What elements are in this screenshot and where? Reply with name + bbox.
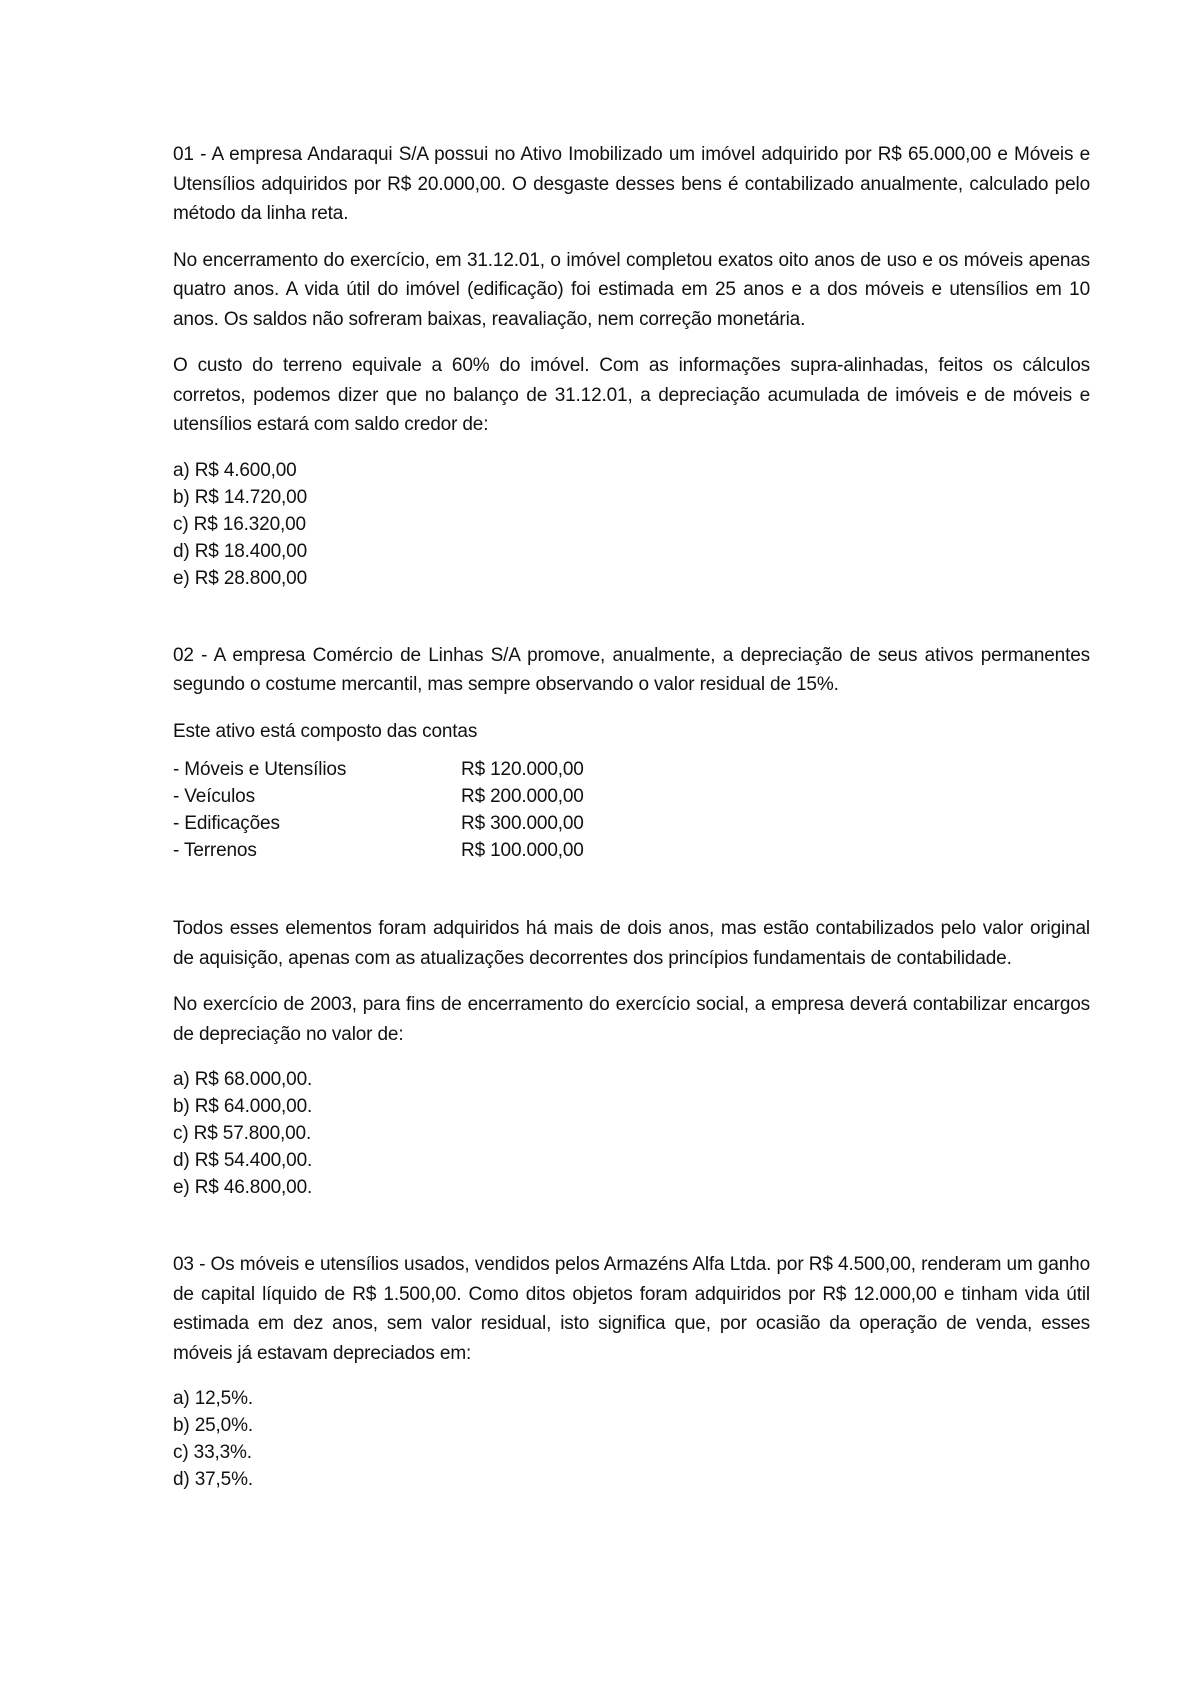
account-row [173, 837, 1090, 864]
option-a: a) 12,5%. [173, 1388, 253, 1409]
option-b: b) 25,0%. [173, 1415, 253, 1436]
option-c: c) R$ 57.800,00. [173, 1123, 312, 1144]
question-02-accounts-intro: Este ativo está composto das contas [173, 720, 478, 742]
question-01-options [173, 457, 1090, 592]
account-value: R$ 200.000,00 [461, 786, 584, 807]
question-02-context: Todos esses elementos foram adquiridos há mais de dois anos, mas estão contabilizados pelo valor original de aquisição, apenas com as atualizações decorrentes dos princípios fundamentais de contabilidade. [173, 918, 1090, 969]
account-row [173, 810, 1090, 837]
option-b: b) R$ 14.720,00 [173, 486, 308, 508]
question-01 [173, 140, 1090, 592]
question-01-prompt: O custo do terreno equivale a 60% do imóvel. Com as informações supra-alinhadas, feitos os cálculos corretos, podemos dizer que no balanço de 31.12.01, a depreciação acumulada de imóveis e de móveis e utensílios estará com saldo credor de: [173, 355, 1090, 435]
account-value: R$ 300.000,00 [461, 813, 584, 834]
option-a: a) R$ 4.600,00 [173, 459, 297, 481]
option-c: c) R$ 16.320,00 [173, 513, 306, 535]
question-01-statement: 01 - A empresa Andaraqui S/A possui no Ativo Imobilizado um imóvel adquirido por R$ 65.000,00 e Móveis e Utensílios adquiridos por R$ 20.000,00. O desgaste desses bens é contabilizado anualmente, calculado pelo método da linha reta. [173, 144, 1090, 224]
account-name: - Terrenos [173, 840, 257, 861]
option-e: e) R$ 46.800,00. [173, 1177, 313, 1198]
question-02-options [173, 1066, 1090, 1201]
accounts-list [173, 756, 1090, 864]
question-02-prompt: No exercício de 2003, para fins de encerramento do exercício social, a empresa deverá contabilizar encargos de depreciação no valor de: [173, 994, 1090, 1045]
question-02-statement: 02 - A empresa Comércio de Linhas S/A promove, anualmente, a depreciação de seus ativos permanentes segundo o costume mercantil, mas sempre observando o valor residual de 15%. [173, 644, 1090, 695]
account-name: - Veículos [173, 786, 255, 807]
account-name: - Edificações [173, 813, 280, 834]
question-02 [173, 641, 1090, 1202]
option-d: d) R$ 54.400,00. [173, 1150, 313, 1171]
option-e: e) R$ 28.800,00 [173, 567, 308, 589]
account-value: R$ 120.000,00 [461, 759, 584, 780]
account-value: R$ 100.000,00 [461, 840, 584, 861]
question-03-options [173, 1385, 1090, 1493]
account-row [173, 756, 1090, 783]
question-01-context: No encerramento do exercício, em 31.12.01, o imóvel completou exatos oito anos de uso e os móveis apenas quatro anos. A vida útil do imóvel (edificação) foi estimada em 25 anos e a dos móveis e utensílios em 10 anos. Os saldos não sofreram baixas, reavaliação, nem correção monetária. [173, 249, 1090, 330]
account-name: - Móveis e Utensílios [173, 759, 347, 780]
option-a: a) R$ 68.000,00. [173, 1069, 313, 1090]
option-d: d) 37,5%. [173, 1469, 253, 1490]
account-row [173, 783, 1090, 810]
option-d: d) R$ 18.400,00 [173, 540, 308, 562]
option-b: b) R$ 64.000,00. [173, 1096, 313, 1117]
option-c: c) 33,3%. [173, 1442, 252, 1463]
question-03 [173, 1250, 1090, 1493]
question-03-statement: 03 - Os móveis e utensílios usados, vendidos pelos Armazéns Alfa Ltda. por R$ 4.500,00, renderam um ganho de capital líquido de R$ 1.500,00. Como ditos objetos foram adquiridos por R$ 12.000,00 e tinham vida útil estimada em dez anos, sem valor residual, isto significa que, por ocasião da operação de venda, esses móveis já estavam depreciados em: [173, 1254, 1090, 1364]
